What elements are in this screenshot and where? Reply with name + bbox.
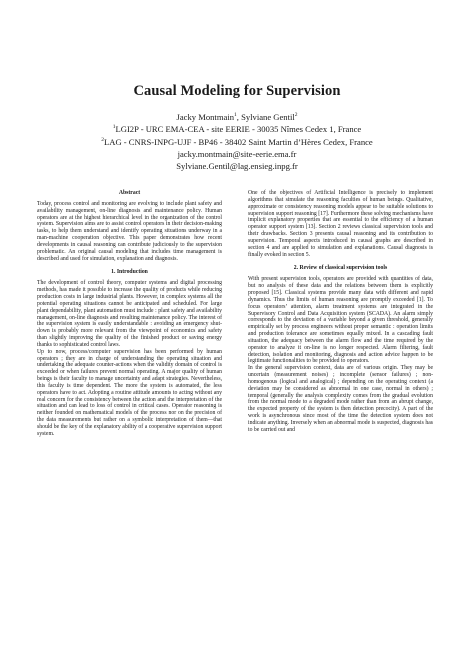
email-1: jacky.montmain@site-eerie.ema.fr bbox=[177, 148, 297, 159]
paper-title: Causal Modeling for Supervision bbox=[133, 83, 341, 99]
intro-paragraph-1: The development of control theory, computer systems and digital processing methods, has made it possible to increase the quality of products while reducing production costs in large industrial plants. However, in complex systems all the potential operating situations cannot be anticipated and scheduled. For large plant dependability, plant automation must include : plant safety and availability management, on-line diagnosis and resulting maintenance policy. The interest of the supervision system is easily understandable : avoiding an emergency shut-down is probably more relevant from the viewpoint of economics and safety than slightly improving the quality of the finished product or saving energy thanks to sophisticated control laws. bbox=[37, 280, 222, 348]
intro-paragraph-2: Up to now, process/computer supervision has been performed by human operators ; they are in charge of understanding the operating situation and undertaking the adequate counter-actions when the validity domain of control is exceeded or when failures prevent normal operating. A major quality of human beings is their faculty to manage uncertainty and adapt strategies. Nevertheless, this faculty is time dependent. The more the system is automated, the less operators have to act. Adopting a routine attitude amounts to acting without any real concern for the consistency between the action and the interpretation of the situation and can lead to loss of control in critical cases. Operator reasoning is neither founded on mathematical models of the process nor on the precision of the data measurements but rather on a symbolic interpretation of them—that should be the key of the explanatory ability of a cooperative supervision support system. bbox=[37, 348, 222, 437]
review-paragraph-2: In the general supervision context, data are of various origin. They may be uncertain (measurement noises) ; incomplete (sensor failures) ; non-homogenous (logical and analogical) ; depending on the operating context (a deviation may be considered as abnormal in one case, normal in others) ; temporal (generally the analysis complexity comes from the gradual evolution from the normal mode to a degraded mode rather than from an abrupt change, the expected property of the system is then detection precocity). A part of the work is asynchronous since most of the time the detection system does not indicate anything. Inversely when an abnormal mode is suspected, diagnosis has to be carried out and bbox=[248, 365, 433, 433]
right-column bbox=[248, 190, 433, 434]
email-2: Sylviane.Gentil@lag.ensieg.inpg.fr bbox=[176, 161, 298, 172]
left-column bbox=[37, 190, 222, 438]
spacer bbox=[248, 258, 433, 265]
spacer bbox=[37, 262, 222, 269]
review-paragraph-1: With present supervision tools, operators are provided with quantities of data, but no analysis of these data and the relations between them is explicitly proposed [15]. Classical systems provide many data with different and rapid dynamics. Thus the limits of human reasoning are promptly exceeded [1]. To focus operators’ attention, alarm treatment systems are integrated in the Supervisory Control and Data Acquisition system (SCADA). An alarm simply corresponds to the deviation of a variable beyond a given threshold, generally empirically set by process engineers without proper semantic : operation limits and production tolerance are sometimes equally mixed. In a cascading fault situation, the adequacy between the alarm flow and the time required by the operator to analyze it on-line is no longer respected. Alarm filtering, fault detection, isolation and monitoring, diagnosis and action advice happen to be legitimate functionalities to be provided to operators. bbox=[248, 276, 433, 365]
intro-heading: 1. Introduction bbox=[111, 269, 148, 276]
author-names: Jacky Montmain$^1$, Sylviane Gentil$^2$ bbox=[176, 112, 298, 122]
abstract-heading: Abstract bbox=[118, 190, 141, 196]
author-block bbox=[0, 111, 474, 172]
review-heading: 2. Review of classical supervision tools bbox=[293, 265, 388, 272]
affiliation-2: $^2$LAG - CNRS-INPG-UJF - BP46 - 38402 Saint Martin d’Hères Cedex, France bbox=[101, 136, 373, 147]
affiliation-1: $^1$LGI2P - URC EMA-CEA - site EERIE - 30035 Nîmes Cedex 1, France bbox=[112, 124, 362, 135]
abstract-text: Today, process control and monitoring are evolving to include plant safety and availability management, on-line diagnosis and maintenance policy. Human operators are at the highest hierarchical level in the organization of the control system. Supervision aims are to assist control operators in their decision-making tasks, to help them understand and identify operating situations underway in a man-machine cooperation objective. This paper demonstrates how recent developments in causal reasoning can contribute judiciously to the supervision problematic. An original causal modeling that includes time management is described and used for simulation, explanation and diagnosis. bbox=[37, 200, 222, 262]
intro-paragraph-3: One of the objectives of Artificial Intelligence is precisely to implement algorithms that simulate the reasoning faculties of human beings. Qualitative, approximate or consistency reasoning models appear to be suitable solutions to supervision support reasoning [17]. Furthermore these solving mechanisms have implicit explanatory properties that are essential to the efficiency of a human operator support system [13]. Section 2 reviews classical supervision tools and their drawbacks. Section 3 presents causal reasoning and its contribution to supervision. Temporal aspects introduced in causal graphs are described in section 4 and are applied to simulation and explanations. Causal diagnosis is finally evoked in section 5. bbox=[248, 190, 433, 258]
